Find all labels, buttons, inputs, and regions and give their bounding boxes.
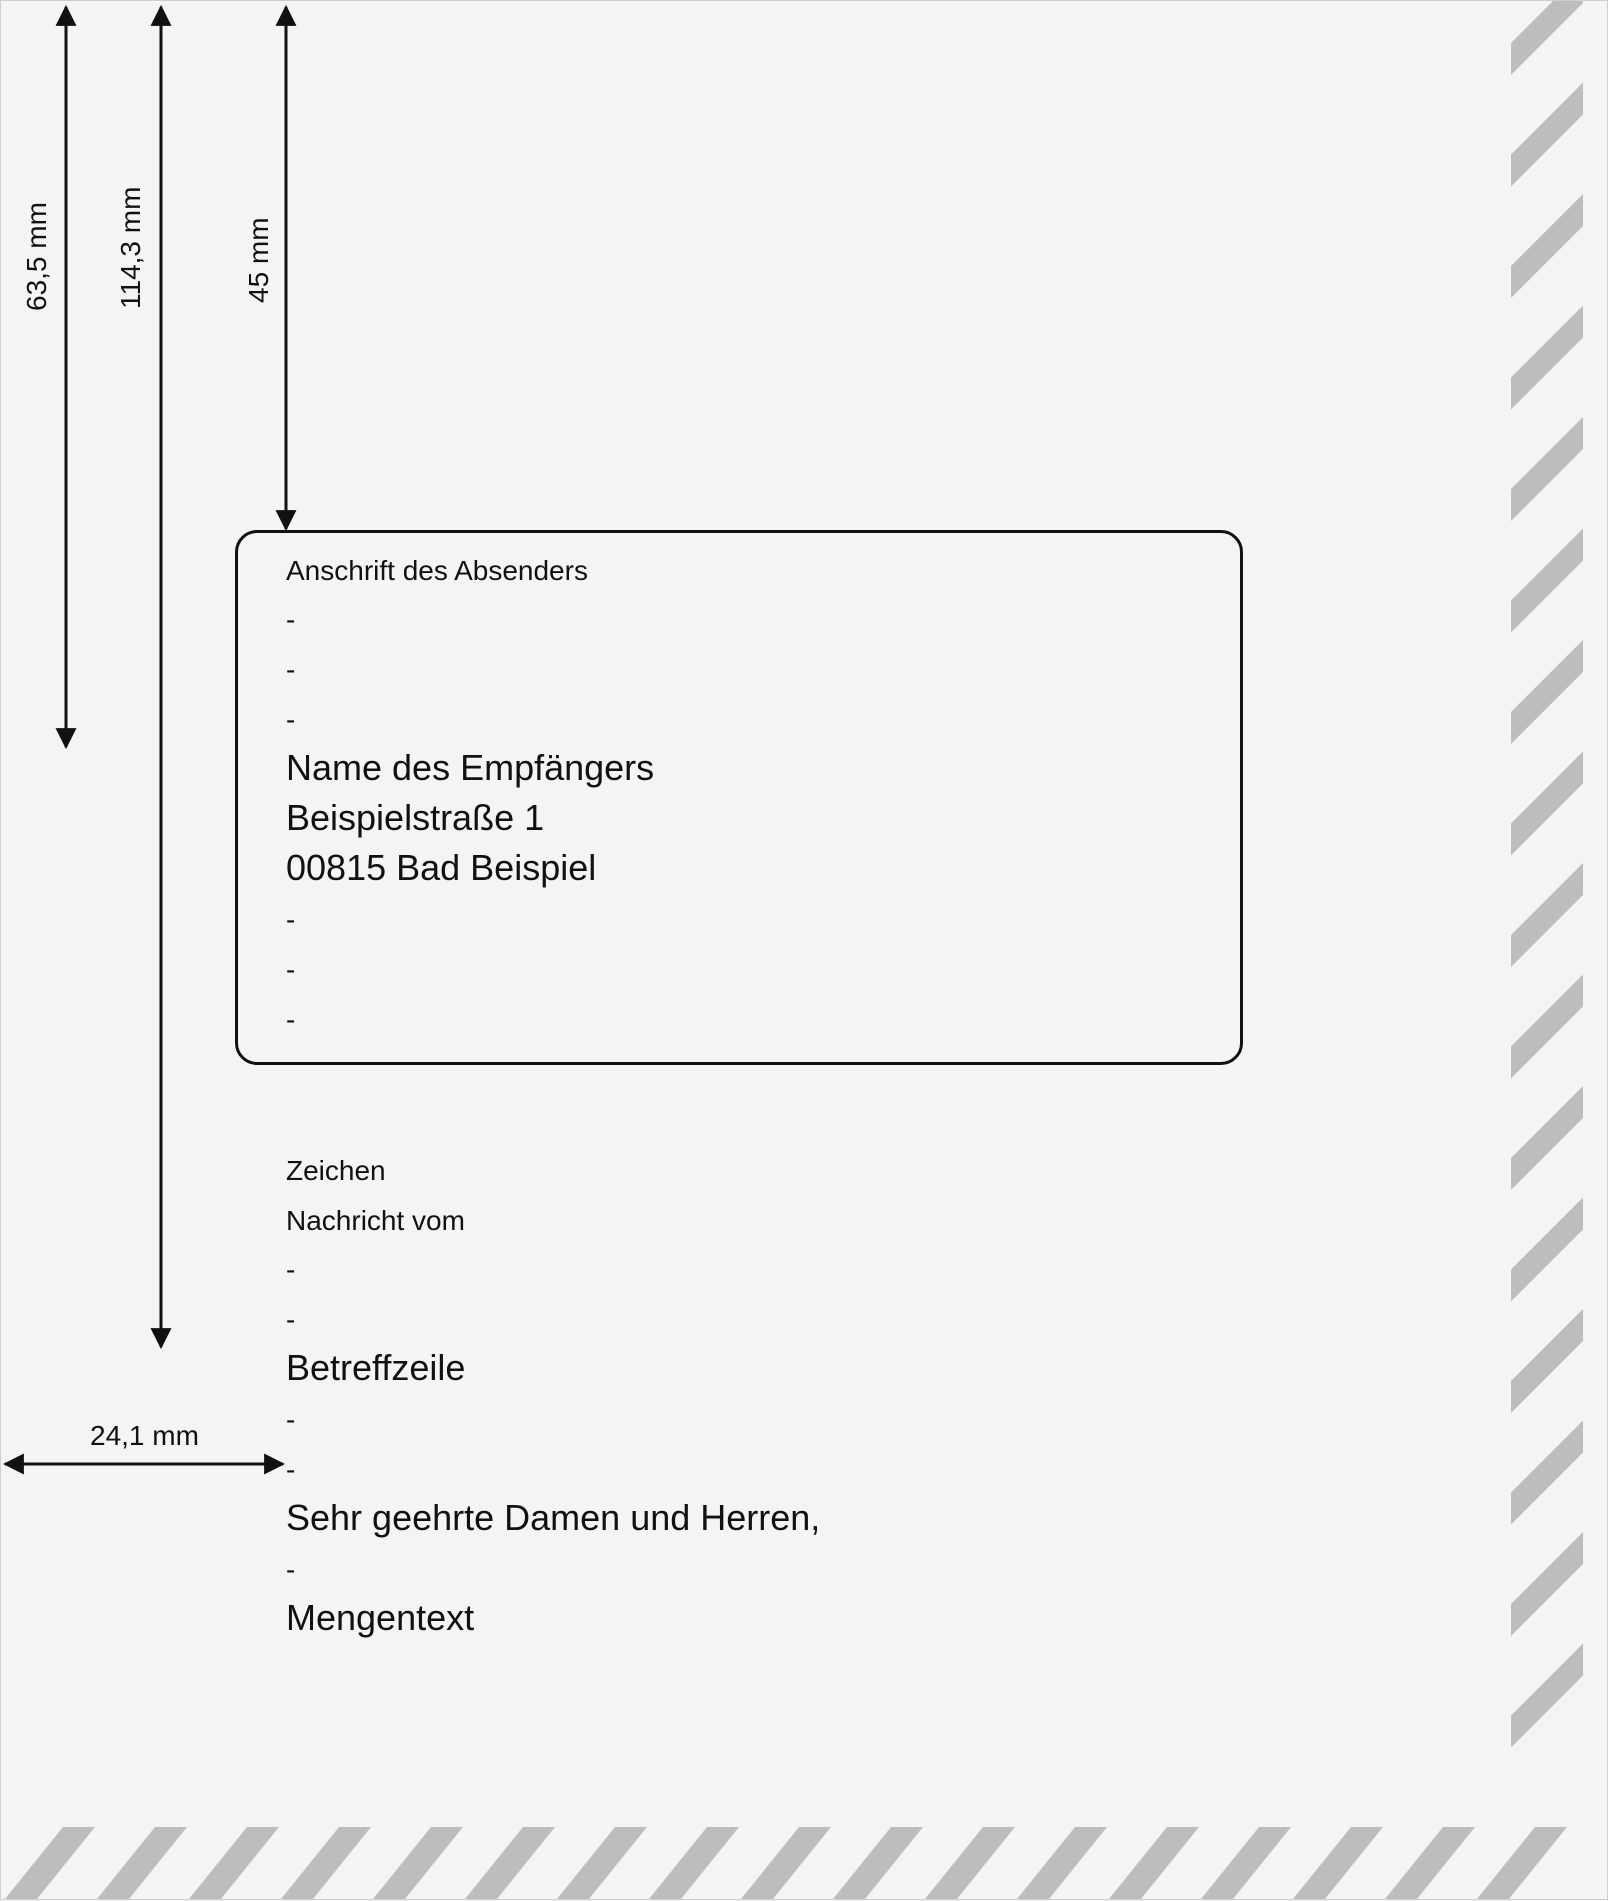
salutation: Sehr geehrte Damen und Herren,: [286, 1497, 821, 1538]
body-dash-1: -: [286, 1254, 296, 1285]
hatch-stripe: [281, 1827, 371, 1899]
hatch-stripe: [649, 1827, 739, 1899]
dimension-label-24-1: 24,1 mm: [90, 1420, 199, 1451]
hatch-stripe: [97, 1827, 187, 1899]
hatch-stripe: [1293, 1827, 1383, 1899]
hatch-stripe: [1109, 1827, 1199, 1899]
hatch-stripe: [1511, 83, 1583, 187]
hatch-stripe: [1017, 1827, 1107, 1899]
subject-line: Betreffzeile: [286, 1347, 466, 1388]
window-dash-1: -: [286, 604, 296, 635]
hatch-stripe: [1511, 640, 1583, 744]
hatch-stripe: [1511, 1, 1583, 75]
hatch-stripe: [1511, 1644, 1583, 1748]
hatch-stripe: [1477, 1827, 1567, 1899]
hatch-stripe: [1511, 1198, 1583, 1302]
window-dash-3: -: [286, 704, 296, 735]
body-dash-4: -: [286, 1454, 296, 1485]
hatch-stripe: [1511, 194, 1583, 298]
window-dash-5: -: [286, 954, 296, 985]
hatch-stripe: [833, 1827, 923, 1899]
hatch-stripe: [465, 1827, 555, 1899]
hatch-stripe: [1511, 752, 1583, 856]
hatch-stripe: [1511, 975, 1583, 1079]
hatch-stripe: [1511, 1309, 1583, 1413]
bottom-hatch-border: [5, 1827, 1567, 1899]
hatch-stripe: [189, 1827, 279, 1899]
hatch-stripe: [5, 1827, 95, 1899]
window-dash-4: -: [286, 904, 296, 935]
hatch-stripe: [557, 1827, 647, 1899]
hatch-stripe: [741, 1827, 831, 1899]
reference-sign-label: Zeichen: [286, 1155, 386, 1186]
recipient-name: Name des Empfängers: [286, 747, 655, 788]
dimension-label-114-3: 114,3 mm: [115, 186, 146, 309]
dimension-label-45: 45 mm: [243, 217, 274, 303]
hatch-stripe: [1511, 306, 1583, 410]
window-dash-2: -: [286, 654, 296, 685]
message-date-label: Nachricht vom: [286, 1205, 465, 1236]
body-text: Mengentext: [286, 1597, 475, 1638]
hatch-stripe: [1511, 1086, 1583, 1190]
recipient-street: Beispielstraße 1: [286, 797, 545, 838]
hatch-stripe: [925, 1827, 1015, 1899]
window-dash-6: -: [286, 1004, 296, 1035]
right-hatch-border: [1511, 1, 1583, 1748]
sender-label: Anschrift des Absenders: [286, 555, 588, 586]
hatch-stripe: [1511, 863, 1583, 967]
recipient-city: 00815 Bad Beispiel: [286, 847, 597, 888]
hatch-stripe: [1511, 417, 1583, 521]
hatch-stripe: [1511, 529, 1583, 633]
dimension-label-63-5: 63,5 mm: [21, 202, 52, 311]
hatch-stripe: [1385, 1827, 1475, 1899]
body-dash-5: -: [286, 1554, 296, 1585]
hatch-stripe: [1511, 1532, 1583, 1636]
body-dash-2: -: [286, 1304, 296, 1335]
hatch-stripe: [1201, 1827, 1291, 1899]
hatch-stripe: [373, 1827, 463, 1899]
hatch-stripe: [1511, 1421, 1583, 1525]
body-dash-3: -: [286, 1404, 296, 1435]
